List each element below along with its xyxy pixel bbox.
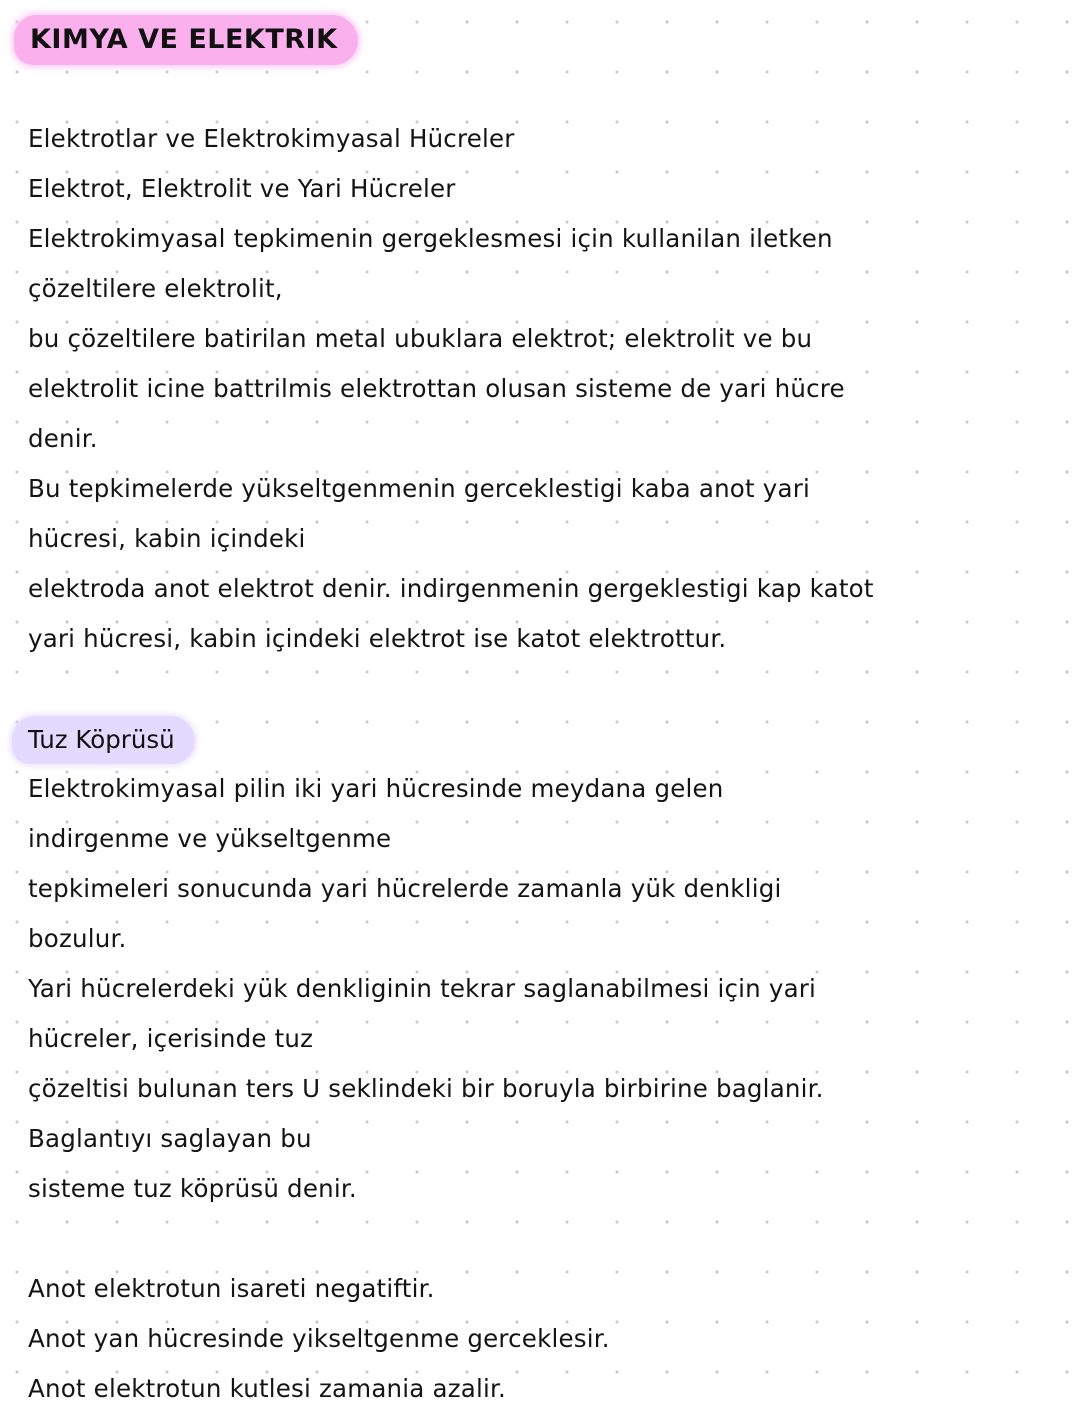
page-title: KIMYA VE ELEKTRIK: [30, 24, 338, 55]
text-line: Elektrokimyasal tepkimenin gergeklesmesi için kullanilan iletken: [28, 224, 833, 253]
text-line: Bu tepkimelerde yükseltgenmenin gerceklestigi kaba anot yari: [28, 474, 810, 503]
text-line: sisteme tuz köprüsü denir.: [28, 1174, 357, 1203]
text-line: denir.: [28, 424, 98, 453]
text-line: Elektrot, Elektrolit ve Yari Hücreler: [28, 174, 456, 203]
text-line: çözeltilere elektrolit,: [28, 274, 283, 303]
title-highlight: [14, 15, 358, 65]
text-line: tepkimeleri sonucunda yari hücrelerde zamanla yük denkligi: [28, 874, 782, 903]
text-line: indirgenme ve yükseltgenme: [28, 824, 392, 853]
section-electrodes: [28, 114, 1058, 664]
text-line: bu çözeltilere batirilan metal ubuklara elektrot; elektrolit ve bu: [28, 324, 813, 353]
text-line: çözeltisi bulunan ters U seklindeki bir boruyla birbirine baglanir.: [28, 1074, 824, 1103]
text-line: Anot yan hücresinde yikseltgenme gerceklesir.: [28, 1324, 610, 1353]
section-salt-bridge: [28, 764, 1058, 1214]
text-line: Yari hücrelerdeki yük denkliginin tekrar saglanabilmesi için yari: [28, 974, 817, 1003]
text-line: bozulur.: [28, 924, 127, 953]
text-line: hücreler, içerisinde tuz: [28, 1024, 314, 1053]
text-line: Anot elektrotun isareti negatiftir.: [28, 1274, 435, 1303]
text-line: Elektrotlar ve Elektrokimyasal Hücreler: [28, 124, 515, 153]
text-line: elektrolit icine battrilmis elektrottan olusan sisteme de yari hücre: [28, 374, 845, 403]
text-line: Baglantıyı saglayan bu: [28, 1124, 312, 1153]
text-line: Elektrokimyasal pilin iki yari hücresinde meydana gelen: [28, 774, 724, 803]
text-line: elektroda anot elektrot denir. indirgenmenin gergeklestigi kap katot: [28, 574, 874, 603]
text-line: Anot elektrotun kutlesi zamania azalir.: [28, 1374, 507, 1403]
section-anode-notes: [28, 1264, 1058, 1414]
text-line: hücresi, kabin içindeki: [28, 524, 306, 553]
text-line: yari hücresi, kabin içindeki elektrot ise katot elektrottur.: [28, 624, 727, 653]
section-heading-salt-bridge: Tuz Köprüsü: [28, 725, 175, 754]
section-heading-highlight: [12, 716, 195, 764]
